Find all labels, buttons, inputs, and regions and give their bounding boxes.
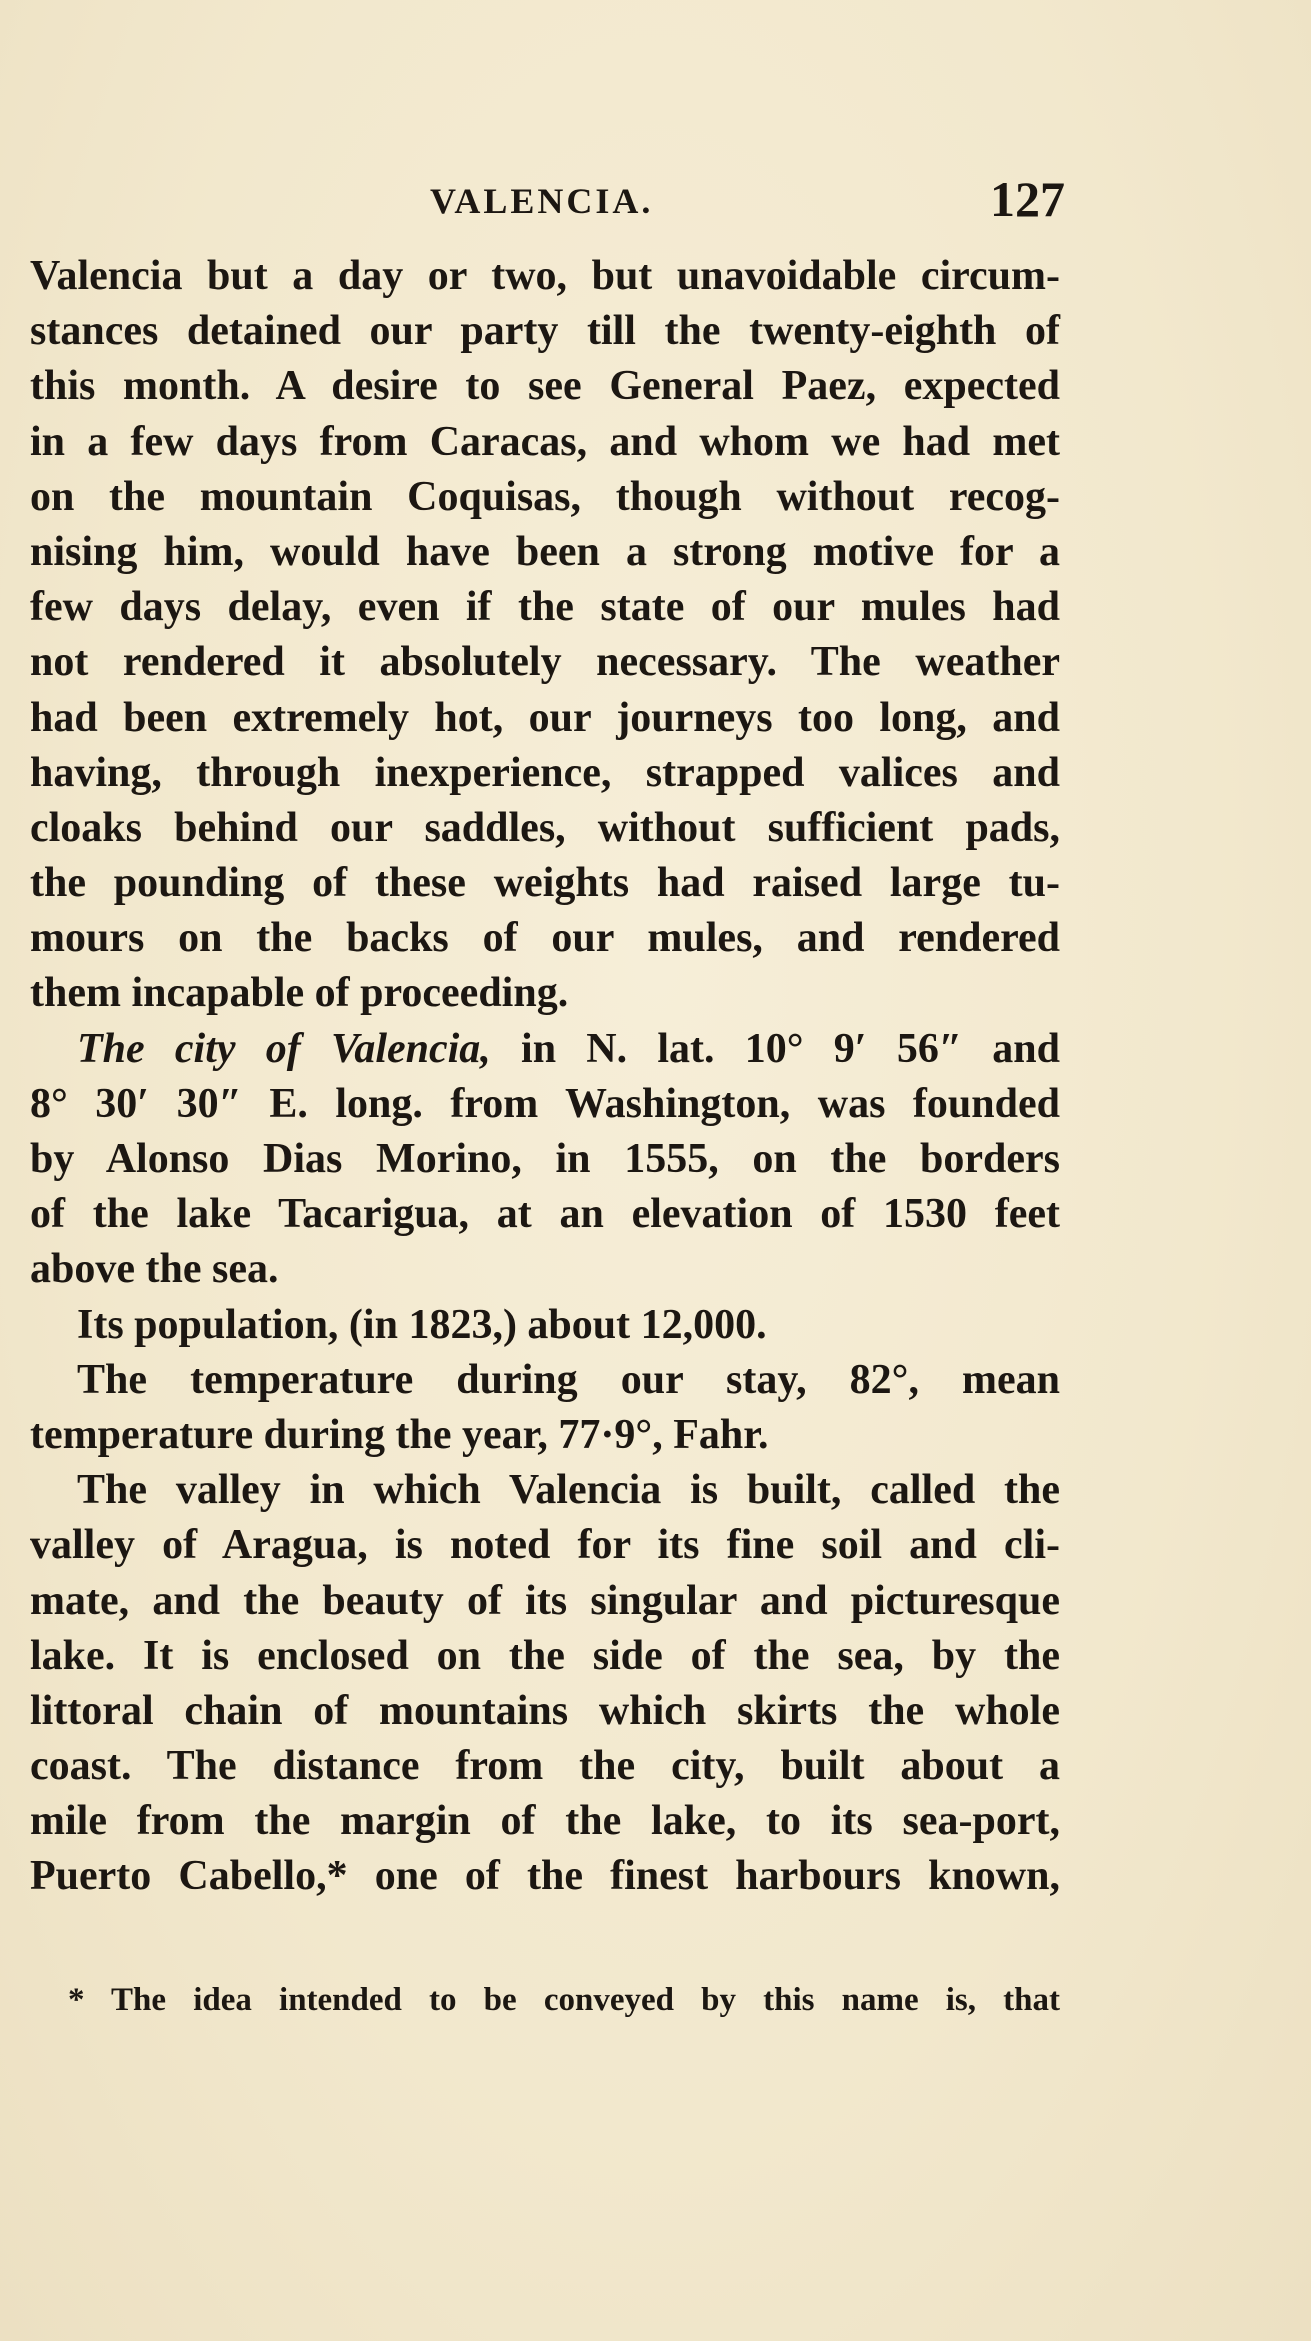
page-number: 127: [990, 171, 1065, 227]
text-line: nising him, would have been a strong motive for a: [30, 528, 1060, 575]
text-line: mile from the margin of the lake, to its sea-port,: [30, 1798, 1060, 1845]
text-line: 8° 30′ 30″ E. long. from Washington, was founded: [30, 1080, 1060, 1127]
text-line: stances detained our party till the twenty-eighth of: [30, 308, 1060, 355]
text-line: not rendered it absolutely necessary. The weather: [30, 639, 1060, 686]
text-fragment: in N. lat. 10° 9′ 56″ and: [490, 1025, 1060, 1072]
italic-phrase: The city of Valencia,: [77, 1025, 491, 1072]
footnote: * The idea intended to be conveyed by this name is, that: [68, 1982, 1060, 2018]
text-line: cloaks behind our saddles, without sufficient pads,: [30, 804, 1060, 851]
body-text: [30, 249, 1060, 1905]
text-line: valley of Aragua, is noted for its fine soil and cli-: [30, 1522, 1060, 1569]
text-line: few days delay, even if the state of our mules had: [30, 584, 1060, 631]
text-line: littoral chain of mountains which skirts the whole: [30, 1687, 1060, 1734]
text-line: of the lake Tacarigua, at an elevation of 1530 feet: [30, 1191, 1060, 1238]
text-line: The valley in which Valencia is built, called the: [77, 1467, 1060, 1514]
text-line: by Alonso Dias Morino, in 1555, on the borders: [30, 1136, 1060, 1182]
text-line: The temperature during our stay, 82°, mean: [77, 1356, 1060, 1403]
text-line: [30, 1022, 1060, 1077]
text-line: Puerto Cabello,* one of the finest harbours known,: [30, 1853, 1060, 1900]
text-line: coast. The distance from the city, built about a: [30, 1743, 1060, 1790]
text-line: above the sea.: [30, 1246, 279, 1293]
text-line: Valencia but a day or two, but unavoidable circum-: [30, 253, 1060, 299]
text-line: lake. It is enclosed on the side of the sea, by the: [30, 1632, 1060, 1679]
text-line: mours on the backs of our mules, and rendered: [30, 915, 1060, 962]
text-line: temperature during the year, 77·9°, Fahr.: [30, 1411, 769, 1458]
text-line: on the mountain Coquisas, though without recog-: [30, 473, 1060, 520]
text-line: in a few days from Caracas, and whom we had met: [30, 418, 1060, 465]
text-line: mate, and the beauty of its singular and picturesque: [30, 1577, 1060, 1624]
text-line: the pounding of these weights had raised large tu-: [30, 860, 1060, 907]
text-line: this month. A desire to see General Paez, expected: [30, 363, 1060, 410]
running-head: [0, 170, 1311, 230]
text-line: having, through inexperience, strapped valices and: [30, 749, 1060, 796]
text-line: them incapable of proceeding.: [30, 970, 569, 1017]
running-title: VALENCIA.: [430, 181, 654, 221]
text-line: Its population, (in 1823,) about 12,000.: [77, 1301, 767, 1348]
text-line: had been extremely hot, our journeys too long, and: [30, 694, 1060, 741]
